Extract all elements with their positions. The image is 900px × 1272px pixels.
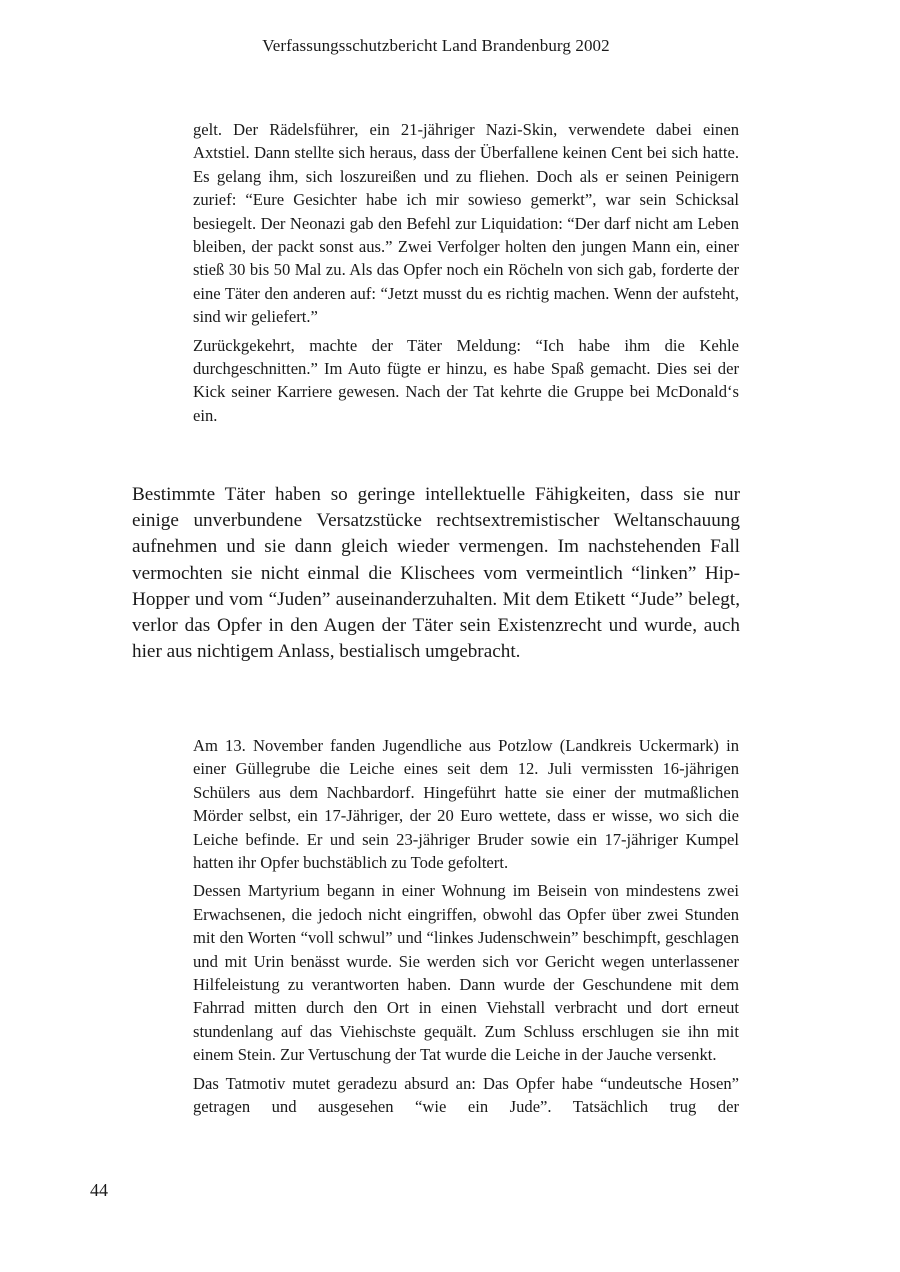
running-header: Verfassungsschutzbericht Land Brandenburg 2002 (262, 36, 610, 55)
body-paragraph: Bestimmte Täter haben so geringe intellektuelle Fähigkeiten, dass sie nur einige unverbundene Versatzstücke rechtsextremistischer Weltanschauung aufnehmen und sie dann gleich wieder vermengen. Im nachstehenden Fall vermochten sie nicht einmal die Klischees vom vermeintlich “linken” Hip-Hopper und vom “Juden” auseinanderzuhalten. Mit dem Etikett “Jude” belegt, verlor das Opfer in den Augen der Täter sein Existenzrecht und wurde, auch hier aus nichtigem Anlass, bestialisch umgebracht. (132, 484, 740, 663)
quote-1-paragraph-2: Zurückgekehrt, machte der Täter Meldung: “Ich habe ihm die Kehle durchgeschnitten.” Im Auto fügte er hinzu, es habe Spaß gemacht. Dies sei der Kick seiner Karriere gewesen. Nach der Tat kehrte die Gruppe bei McDonald‘s ein. (193, 335, 739, 425)
indented-quote-2 (193, 734, 739, 1124)
quote-2-paragraph-3: Das Tatmotiv mutet geradezu absurd an: Das Opfer habe “undeutsche Hosen” getragen und ausgesehen “wie ein Jude”. Tatsächlich trug der (193, 1073, 739, 1117)
quote-2-paragraph-1: Am 13. November fanden Jugendliche aus Potzlow (Landkreis Uckermark) in einer Güllegrube die Leiche eines seit dem 12. Juli vermissten 16-jährigen Schülers aus dem Nachbardorf. Hingeführt hatte sie einer der mutmaßlichen Mörder selbst, ein 17-Jähriger, der 20 Euro wettete, dass er wisse, wo sich die Leiche befinde. Er und sein 23-jähriger Bruder sowie ein 17-jähriger Kumpel hatten ihr Opfer buchstäblich zu Tode gefoltert. (193, 736, 739, 873)
indented-quote-1 (193, 118, 739, 432)
quote-1-paragraph-1: gelt. Der Rädelsführer, ein 21-jähriger Nazi-Skin, verwendete dabei einen Axtstiel. Dann stellte sich heraus, dass der Überfallene keinen Cent bei sich hatte. Es gelang ihm, sich loszureißen und zu fliehen. Doch als er seinen Peinigern zurief: “Eure Gesichter habe ich mir sowieso gemerkt”, war sein Schicksal besiegelt. Der Neonazi gab den Befehl zur Liquidation: “Der darf nicht am Leben bleiben, der packt sonst aus.” Zwei Verfolger holten den jungen Mann ein, einer stieß 30 bis 50 Mal zu. Als das Opfer noch ein Röcheln von sich gab, forderte der eine Täter den anderen auf: “Jetzt musst du es richtig machen. Wenn der aufsteht, sind wir geliefert.” (193, 120, 739, 327)
quote-2-paragraph-2: Dessen Martyrium begann in einer Wohnung im Beisein von mindestens zwei Erwachsenen, die jedoch nicht eingriffen, obwohl das Opfer über zwei Stunden mit den Worten “voll schwul” und “linkes Judenschwein” beschimpft, geschlagen und mit Urin benässt wurde. Sie werden sich vor Gericht wegen unterlassener Hilfeleistung zu verantworten haben. Dann wurde der Geschundene mit dem Fahrrad mitten durch den Ort in einen Viehstall verbracht und dort erneut stundenlang auf das Viehischste gequält. Zum Schluss erschlugen sie ihn mit einem Stein. Zur Vertuschung der Tat wurde die Leiche in der Jauche versenkt. (193, 881, 739, 1065)
page-number: 44 (90, 1180, 108, 1200)
